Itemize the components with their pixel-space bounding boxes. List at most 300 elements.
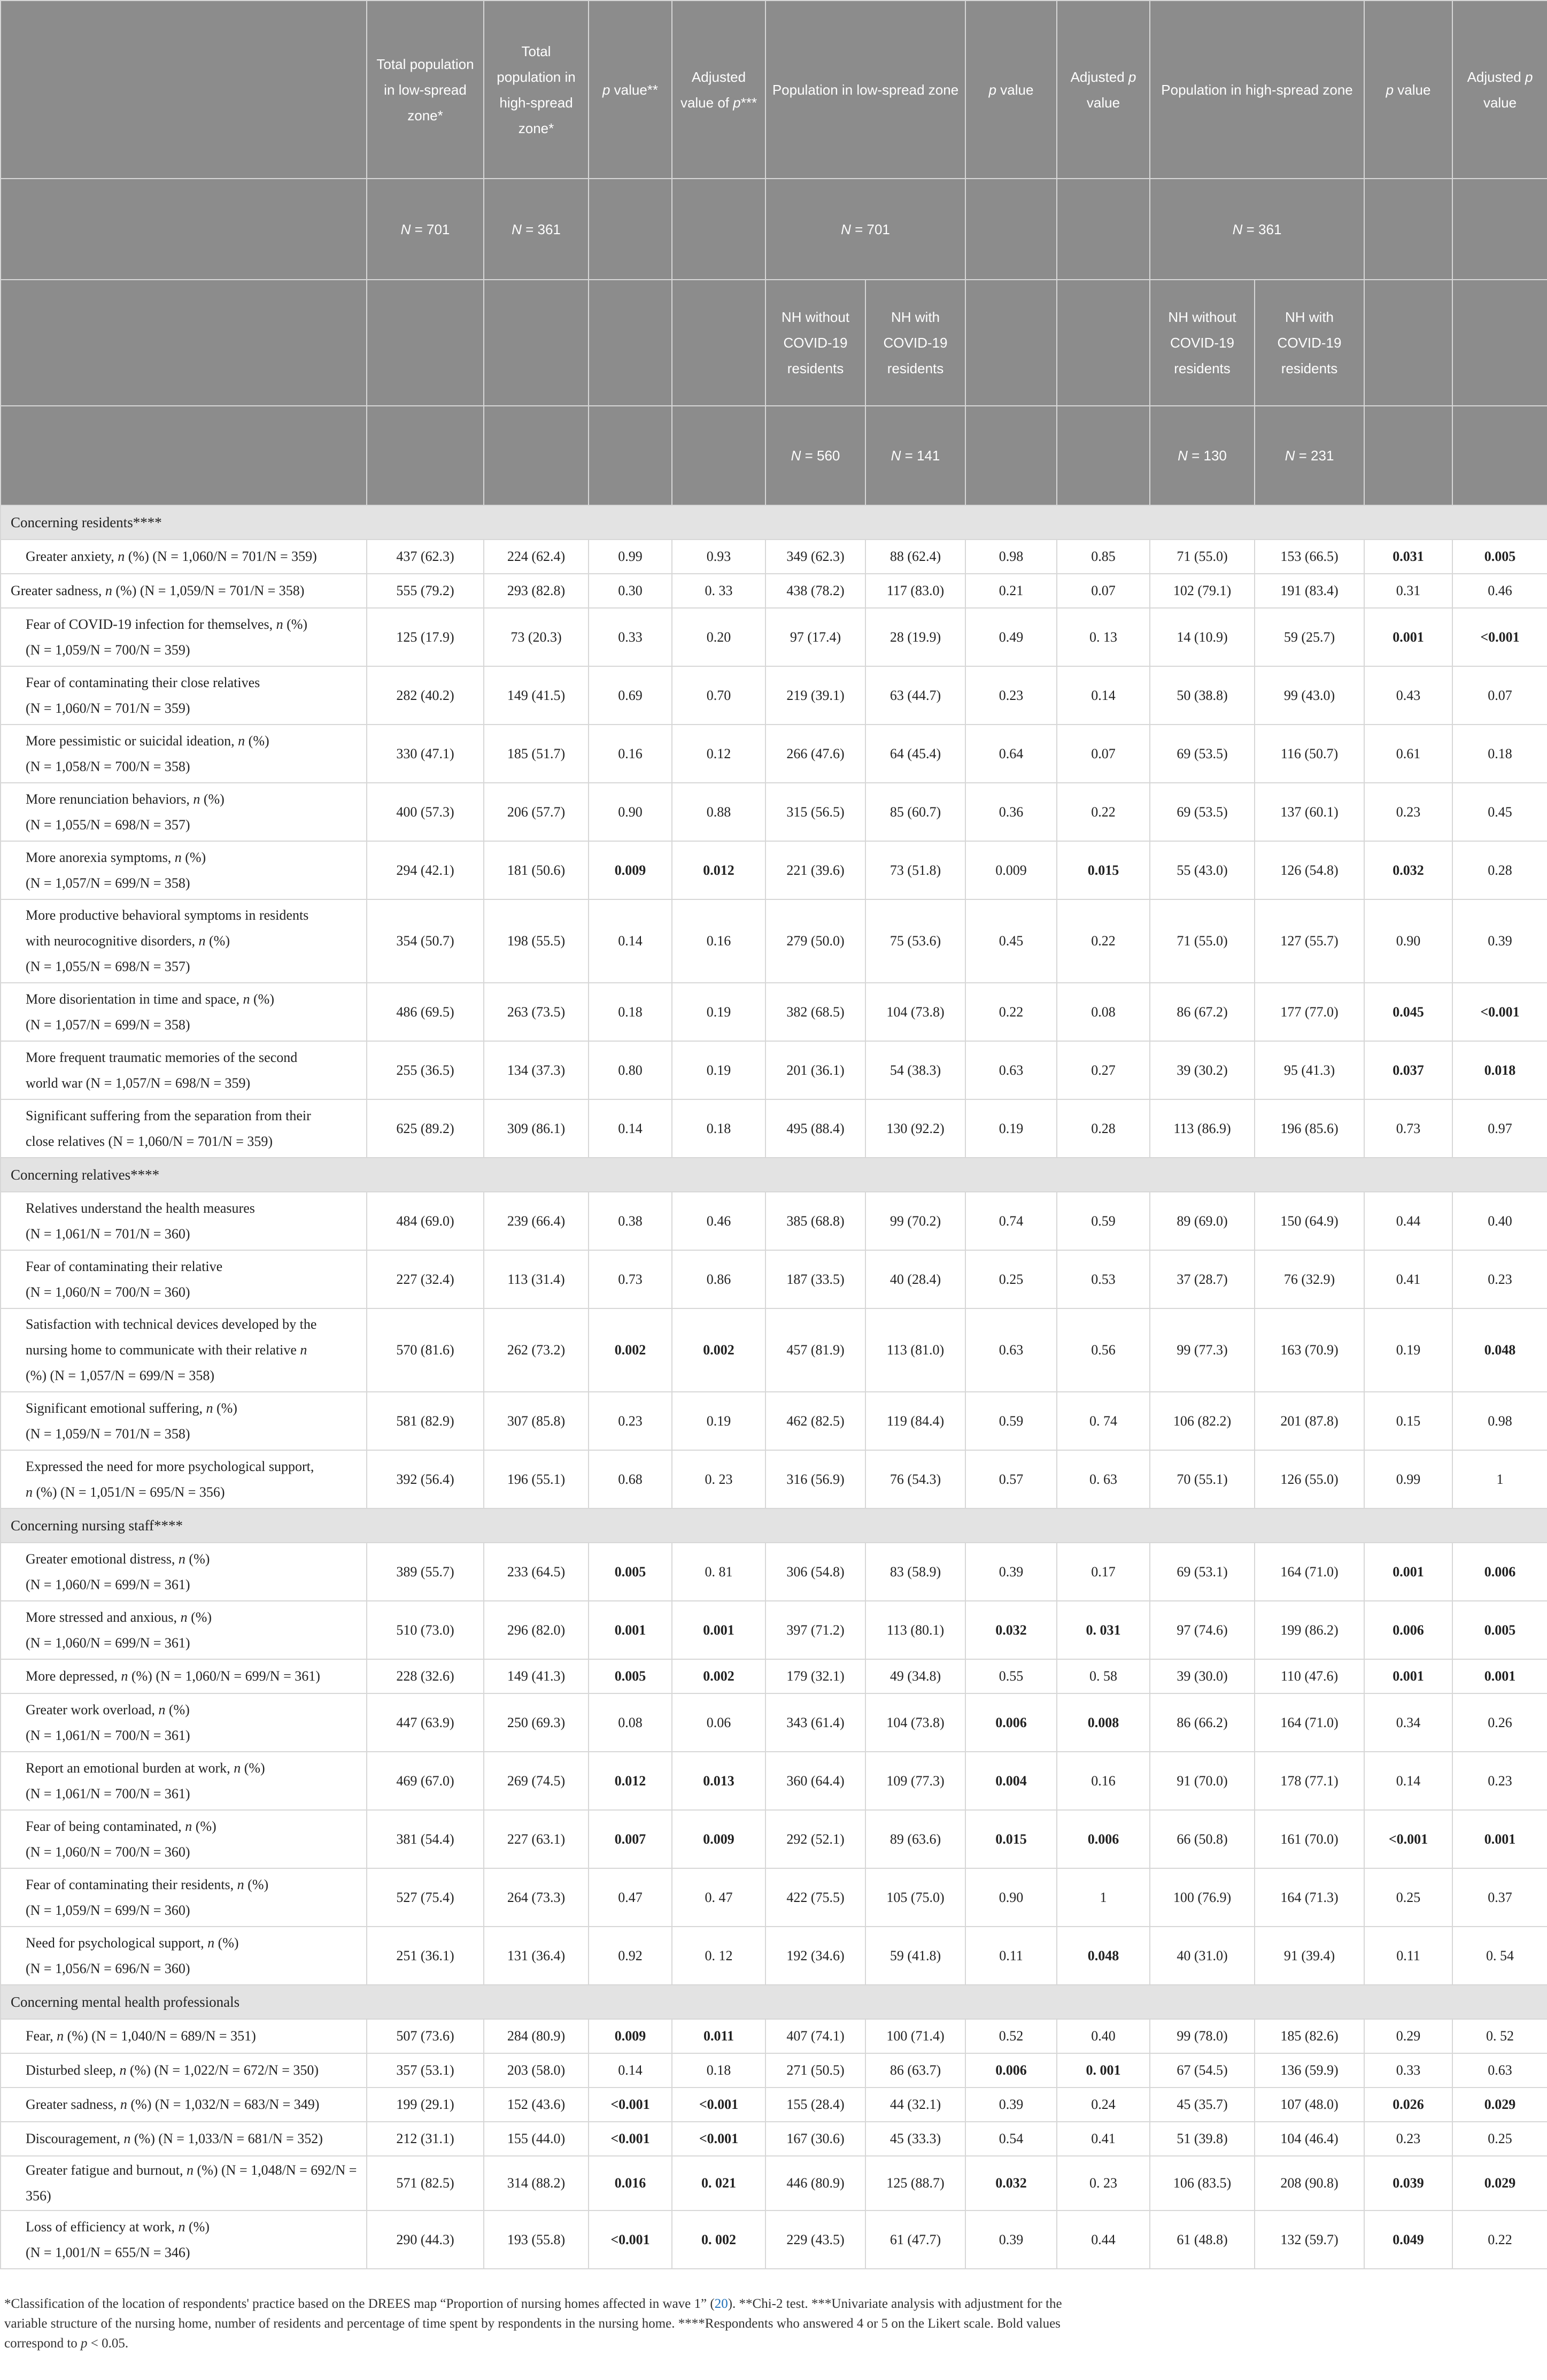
table-cell: 0.43 [1364,666,1452,725]
table-cell: 104 (46.4) [1255,2122,1364,2156]
table-row [1,1450,1547,1508]
table-cell: 446 (80.9) [765,2156,865,2210]
table-cell: 0.40 [1057,2019,1150,2053]
table-cell: 0.005 [589,1659,672,1693]
table-cell: 164 (71.0) [1255,1543,1364,1601]
table-cell: 555 (79.2) [367,574,484,608]
table-cell: 0.92 [589,1927,672,1985]
table-row [1,725,1547,783]
table-cell: 0. 021 [672,2156,765,2210]
row-label-line: (N = 1,060/N = 699/N = 361) [26,1576,190,1592]
table-cell: 392 (56.4) [367,1450,484,1508]
table-cell: 0.16 [589,725,672,783]
table-cell: 105 (75.0) [865,1868,965,1927]
table-cell: 0.70 [672,666,765,725]
table-cell: 198 (55.5) [484,899,589,983]
row-label-line: More disorientation in time and space, n (%) [26,991,274,1007]
table-cell: 0.28 [1057,1099,1150,1158]
table-cell: 99 (70.2) [865,1192,965,1250]
table-cell: 88 (62.4) [865,540,965,574]
table-cell: 0.007 [589,1810,672,1868]
table-cell: 0.23 [1364,783,1452,841]
table-cell: 0. 74 [1057,1392,1150,1450]
row-label-line: Significant suffering from the separation from their [26,1107,311,1123]
table-cell: 469 (67.0) [367,1752,484,1810]
table-cell: 0.08 [589,1693,672,1752]
table-cell: 45 (35.7) [1150,2088,1255,2122]
table-cell: 0.63 [965,1041,1057,1099]
table-cell: 116 (50.7) [1255,725,1364,783]
row-label-line: Greater sadness, n (%) (N = 1,059/N = 701/N = 358) [11,583,305,598]
table-cell: 227 (63.1) [484,1810,589,1868]
table-cell: 0.18 [672,1099,765,1158]
table-cell: 0.40 [1452,1192,1547,1250]
table-cell: 0.52 [965,2019,1057,2053]
table-cell: 360 (64.4) [765,1752,865,1810]
table-cell: 0.045 [1364,983,1452,1041]
table-cell: 306 (54.8) [765,1543,865,1601]
table-cell: 0.19 [672,983,765,1041]
table-cell: 150 (64.9) [1255,1192,1364,1250]
table-cell: 193 (55.8) [484,2210,589,2269]
table-cell: 282 (40.2) [367,666,484,725]
row-label-line: Greater anxiety, n (%) (N = 1,060/N = 701/N = 359) [26,549,317,564]
table-cell: 85 (60.7) [865,783,965,841]
table-cell: 0.006 [1364,1601,1452,1659]
table-cell: 0. 81 [672,1543,765,1601]
table-row [1,2122,1547,2156]
table-cell: 201 (36.1) [765,1041,865,1099]
table-cell: 400 (57.3) [367,783,484,841]
table-cell: 99 (77.3) [1150,1308,1255,1392]
row-label-line: Relatives understand the health measures [26,1200,255,1216]
table-cell: 0.31 [1364,574,1452,608]
table-cell: 0.22 [965,983,1057,1041]
sub-high-with: NH with COVID-19 residents [1255,280,1364,406]
table-cell: 0.039 [1364,2156,1452,2210]
table-cell: 113 (86.9) [1150,1099,1255,1158]
table-cell: 293 (82.8) [484,574,589,608]
table-cell: 407 (74.1) [765,2019,865,2053]
table-cell: 59 (41.8) [865,1927,965,1985]
row-label-line: Fear, n (%) (N = 1,040/N = 689/N = 351) [26,2028,256,2044]
table-cell: 0.46 [1452,574,1547,608]
row-label-line: (N = 1,059/N = 700/N = 359) [26,642,190,658]
table-cell: 0.006 [965,1693,1057,1752]
table-cell: 0. 58 [1057,1659,1150,1693]
table-cell: 0.037 [1364,1041,1452,1099]
n-low-zone: N = 701 [765,179,965,280]
row-label-line: (N = 1,060/N = 700/N = 360) [26,1284,190,1300]
row-label-line: More frequent traumatic memories of the second [26,1049,298,1065]
table-cell: 0.93 [672,540,765,574]
table-cell: 127 (55.7) [1255,899,1364,983]
table-cell: 0.55 [965,1659,1057,1693]
table-cell: 0.12 [672,725,765,783]
row-label [1,1752,367,1810]
table-cell: 437 (62.3) [367,540,484,574]
table-cell: 0.049 [1364,2210,1452,2269]
row-label-line: (N = 1,055/N = 698/N = 357) [26,817,190,833]
row-label-line: More renunciation behaviors, n (%) [26,791,225,807]
table-cell: 126 (54.8) [1255,841,1364,899]
col-low-p: p value [965,1,1057,179]
n-total-low: N = 701 [367,179,484,280]
row-label-line: (N = 1,061/N = 700/N = 361) [26,1727,190,1743]
table-cell: 76 (32.9) [1255,1250,1364,1308]
table-cell: 69 (53.5) [1150,725,1255,783]
row-label [1,1693,367,1752]
table-cell: 0.49 [965,608,1057,666]
table-cell: 152 (43.6) [484,2088,589,2122]
table-row [1,574,1547,608]
table-cell: 495 (88.4) [765,1099,865,1158]
table-cell: 294 (42.1) [367,841,484,899]
table-cell: 0.56 [1057,1308,1150,1392]
table-cell: 89 (63.6) [865,1810,965,1868]
row-label [1,1543,367,1601]
table-cell: 0.001 [1364,1543,1452,1601]
table-cell: 1 [1057,1868,1150,1927]
table-cell: 0.15 [1364,1392,1452,1450]
table-cell: 206 (57.7) [484,783,589,841]
table-cell: 0.44 [1364,1192,1452,1250]
table-row [1,2019,1547,2053]
n-141: N = 141 [865,406,965,505]
row-label-line: (N = 1,055/N = 698/N = 357) [26,959,190,974]
table-cell: 0. 63 [1057,1450,1150,1508]
table-cell: 0.28 [1452,841,1547,899]
table-cell: 70 (55.1) [1150,1450,1255,1508]
table-cell: 14 (10.9) [1150,608,1255,666]
row-label-line: Fear of contaminating their relative [26,1258,223,1274]
table-cell: 264 (73.3) [484,1868,589,1927]
row-label-line: (N = 1,060/N = 700/N = 360) [26,1844,190,1860]
table-cell: 219 (39.1) [765,666,865,725]
table-cell: 447 (63.9) [367,1693,484,1752]
table-cell: 309 (86.1) [484,1099,589,1158]
row-label-line: Greater emotional distress, n (%) [26,1551,210,1567]
table-footnote: *Classification of the location of respondents' practice based on the DREES map “Proportion of nursing homes affected in wave 1” (20). **Chi-2 test. ***Univariate analysis with adjustment for the variable structure of the nursing home, number of residents and percentage of time spent by respondents in the nursing home. ****Respondents who answered 4 or 5 on the Likert scale. Bold values correspond to p < 0.05. [4,2297,1062,2351]
row-label-line: with neurocognitive disorders, n (%) [26,933,230,949]
table-cell: 349 (62.3) [765,540,865,574]
table-cell: 0.19 [672,1392,765,1450]
table-cell: 107 (48.0) [1255,2088,1364,2122]
table-cell: 149 (41.5) [484,666,589,725]
table-cell: 89 (69.0) [1150,1192,1255,1250]
table-cell: 0.009 [672,1810,765,1868]
row-label [1,1392,367,1450]
table-cell: 0.032 [965,2156,1057,2210]
row-label-line: More depressed, n (%) (N = 1,060/N = 699/N = 361) [26,1668,320,1684]
col-low-adjusted-p: Adjusted p value [1057,1,1150,179]
n-high-zone: N = 361 [1150,179,1364,280]
row-label-line: Report an emotional burden at work, n (%) [26,1760,265,1776]
row-label-line: (N = 1,057/N = 699/N = 358) [26,875,190,891]
table-cell: 67 (54.5) [1150,2053,1255,2088]
table-cell: <0.001 [1364,1810,1452,1868]
table-cell: 167 (30.6) [765,2122,865,2156]
table-cell: 263 (73.5) [484,983,589,1041]
table-cell: 201 (87.8) [1255,1392,1364,1450]
table-cell: 279 (50.0) [765,899,865,983]
section-label: Concerning relatives**** [1,1158,1547,1192]
table-cell: <0.001 [672,2088,765,2122]
table-cell: 354 (50.7) [367,899,484,983]
table-cell: 0.008 [1057,1693,1150,1752]
table-cell: 484 (69.0) [367,1192,484,1250]
row-label [1,1450,367,1508]
table-cell: 0.26 [1452,1693,1547,1752]
table-cell: 106 (83.5) [1150,2156,1255,2210]
table-row [1,540,1547,574]
table-cell: 86 (63.7) [865,2053,965,2088]
row-label-line: Significant emotional suffering, n (%) [26,1400,237,1416]
table-cell: 0. 12 [672,1927,765,1985]
table-cell: 233 (64.5) [484,1543,589,1601]
table-cell: 126 (55.0) [1255,1450,1364,1508]
table-cell: 0.015 [1057,841,1150,899]
sub-high-without: NH without COVID-19 residents [1150,280,1255,406]
section-label: Concerning nursing staff**** [1,1508,1547,1543]
row-label [1,1659,367,1693]
table-cell: 0.33 [589,608,672,666]
table-row [1,608,1547,666]
table-row [1,1308,1547,1392]
table-cell: 316 (56.9) [765,1450,865,1508]
table-cell: 255 (36.5) [367,1041,484,1099]
row-label-line: Loss of efficiency at work, n (%) [26,2219,210,2235]
table-cell: 0.22 [1452,2210,1547,2269]
table-cell: 196 (85.6) [1255,1099,1364,1158]
table-cell: 117 (83.0) [865,574,965,608]
table-cell: <0.001 [589,2122,672,2156]
table-cell: 0.18 [1452,725,1547,783]
table-cell: 0.07 [1057,574,1150,608]
table-cell: 0.63 [965,1308,1057,1392]
n-560: N = 560 [765,406,865,505]
table-cell: 86 (67.2) [1150,983,1255,1041]
row-label [1,2088,367,2122]
row-label-line: Expressed the need for more psychological support, [26,1458,314,1474]
table-cell: <0.001 [1452,608,1547,666]
row-label [1,540,367,574]
table-cell: 0. 52 [1452,2019,1547,2053]
table-cell: 0.97 [1452,1099,1547,1158]
table-cell: 381 (54.4) [367,1810,484,1868]
section-label: Concerning mental health professionals [1,1985,1547,2019]
row-label-line: Fear of contaminating their residents, n (%) [26,1876,269,1892]
row-label-line: More productive behavioral symptoms in residents [26,907,309,923]
table-cell: 0.85 [1057,540,1150,574]
table-cell: 0.29 [1364,2019,1452,2053]
table-cell: 83 (58.9) [865,1543,965,1601]
table-cell: 0.37 [1452,1868,1547,1927]
table-cell: 199 (29.1) [367,2088,484,2122]
row-label [1,1601,367,1659]
table-cell: 0.001 [1364,608,1452,666]
table-cell: 0.57 [965,1450,1057,1508]
table-cell: 0.45 [965,899,1057,983]
table-cell: 0.24 [1057,2088,1150,2122]
table-cell: 0. 33 [672,574,765,608]
header-row-2 [1,179,1547,280]
table-cell: 0.001 [672,1601,765,1659]
table-cell: 0.86 [672,1250,765,1308]
table-cell: 0.17 [1057,1543,1150,1601]
table-cell: 284 (80.9) [484,2019,589,2053]
table-cell: 296 (82.0) [484,1601,589,1659]
row-label [1,1250,367,1308]
header-row-1 [1,1,1547,179]
table-cell: 109 (77.3) [865,1752,965,1810]
table-row [1,1192,1547,1250]
table-cell: 44 (32.1) [865,2088,965,2122]
table-cell: 0. 23 [1057,2156,1150,2210]
table-cell: 251 (36.1) [367,1927,484,1985]
table-cell: 55 (43.0) [1150,841,1255,899]
table-cell: 178 (77.1) [1255,1752,1364,1810]
table-row [1,1868,1547,1927]
table-cell: 0.16 [1057,1752,1150,1810]
table-cell: 0.98 [965,540,1057,574]
table-cell: 199 (86.2) [1255,1601,1364,1659]
table-cell: 307 (85.8) [484,1392,589,1450]
n-231: N = 231 [1255,406,1364,505]
table-cell: 271 (50.5) [765,2053,865,2088]
table-cell: 104 (73.8) [865,983,965,1041]
table-cell: 397 (71.2) [765,1601,865,1659]
row-label-line: Need for psychological support, n (%) [26,1935,239,1951]
table-cell: 581 (82.9) [367,1392,484,1450]
table-cell: 0.64 [965,725,1057,783]
table-row [1,2053,1547,2088]
row-label [1,983,367,1041]
row-label [1,841,367,899]
table-cell: 229 (43.5) [765,2210,865,2269]
table-cell: 97 (17.4) [765,608,865,666]
table-cell: 0.39 [965,2088,1057,2122]
table-cell: 0.99 [589,540,672,574]
table-cell: 51 (39.8) [1150,2122,1255,2156]
section-header-row [1,1158,1547,1192]
row-label [1,574,367,608]
table-cell: 0.25 [1364,1868,1452,1927]
table-cell: 0.14 [589,899,672,983]
table-cell: 221 (39.6) [765,841,865,899]
col-total-low: Total population in low-spread zone* [367,1,484,179]
table-cell: 0.73 [1364,1099,1452,1158]
table-row [1,1752,1547,1810]
table-cell: 0.59 [965,1392,1057,1450]
table-cell: 0.14 [589,2053,672,2088]
row-label [1,2122,367,2156]
table-cell: 97 (74.6) [1150,1601,1255,1659]
table-cell: 0.88 [672,783,765,841]
table-cell: 0.18 [589,983,672,1041]
table-cell: 61 (48.8) [1150,2210,1255,2269]
table-cell: 76 (54.3) [865,1450,965,1508]
table-cell: 99 (43.0) [1255,666,1364,725]
table-cell: 163 (70.9) [1255,1308,1364,1392]
row-label [1,666,367,725]
table-cell: 0.80 [589,1041,672,1099]
table-cell: 0.23 [965,666,1057,725]
row-label [1,899,367,983]
table-cell: 100 (76.9) [1150,1868,1255,1927]
table-cell: 149 (41.3) [484,1659,589,1693]
table-cell: 0.47 [589,1868,672,1927]
table-cell: 0. 001 [1057,2053,1150,2088]
table-cell: 0.013 [672,1752,765,1810]
table-cell: 0.18 [672,2053,765,2088]
table-cell: 164 (71.3) [1255,1868,1364,1927]
table-cell: 457 (81.9) [765,1308,865,1392]
table-cell: 0.22 [1057,783,1150,841]
table-cell: 0.39 [965,1543,1057,1601]
table-row [1,1099,1547,1158]
table-cell: 0.23 [1452,1250,1547,1308]
table-header [1,1,1547,505]
table-cell: 91 (39.4) [1255,1927,1364,1985]
table-cell: 0.45 [1452,783,1547,841]
row-label-line: (N = 1,059/N = 701/N = 358) [26,1426,190,1442]
table-cell: 0.07 [1057,725,1150,783]
table-cell: 113 (81.0) [865,1308,965,1392]
table-cell: 45 (33.3) [865,2122,965,2156]
table-cell: 155 (28.4) [765,2088,865,2122]
table-cell: 0.53 [1057,1250,1150,1308]
table-cell: 37 (28.7) [1150,1250,1255,1308]
table-cell: 40 (28.4) [865,1250,965,1308]
table-cell: 0.23 [1364,2122,1452,2156]
table-cell: 181 (50.6) [484,841,589,899]
row-label-line: (N = 1,061/N = 700/N = 361) [26,1785,190,1801]
table-cell: 250 (69.3) [484,1693,589,1752]
header-row-4 [1,406,1547,505]
table-cell: 290 (44.3) [367,2210,484,2269]
table-cell: 0.048 [1057,1927,1150,1985]
table-cell: 119 (84.4) [865,1392,965,1450]
row-label [1,1192,367,1250]
table-cell: 224 (62.4) [484,540,589,574]
table-cell: 64 (45.4) [865,725,965,783]
table-cell: 0.41 [1364,1250,1452,1308]
table-cell: 0.006 [1452,1543,1547,1601]
table-cell: 95 (41.3) [1255,1041,1364,1099]
row-label [1,1308,367,1392]
table-cell: 0.018 [1452,1041,1547,1099]
table-cell: 0.001 [1364,1659,1452,1693]
table-cell: 0.23 [589,1392,672,1450]
table-cell: 0.009 [589,841,672,899]
table-cell: 0.029 [1452,2088,1547,2122]
table-cell: 228 (32.6) [367,1659,484,1693]
table-cell: 0.001 [589,1601,672,1659]
reference-link[interactable]: 20 [714,2297,728,2311]
row-label-line: (N = 1,061/N = 701/N = 360) [26,1226,190,1242]
row-label-line: More pessimistic or suicidal ideation, n (%) [26,733,269,749]
table-cell: 0.016 [589,2156,672,2210]
row-label [1,608,367,666]
table-cell: 71 (55.0) [1150,899,1255,983]
row-label [1,1810,367,1868]
section-label: Concerning residents**** [1,505,1547,540]
table-cell: 0.14 [1057,666,1150,725]
table-cell: 0.21 [965,574,1057,608]
table-cell: 0. 002 [672,2210,765,2269]
table-cell: 507 (73.6) [367,2019,484,2053]
